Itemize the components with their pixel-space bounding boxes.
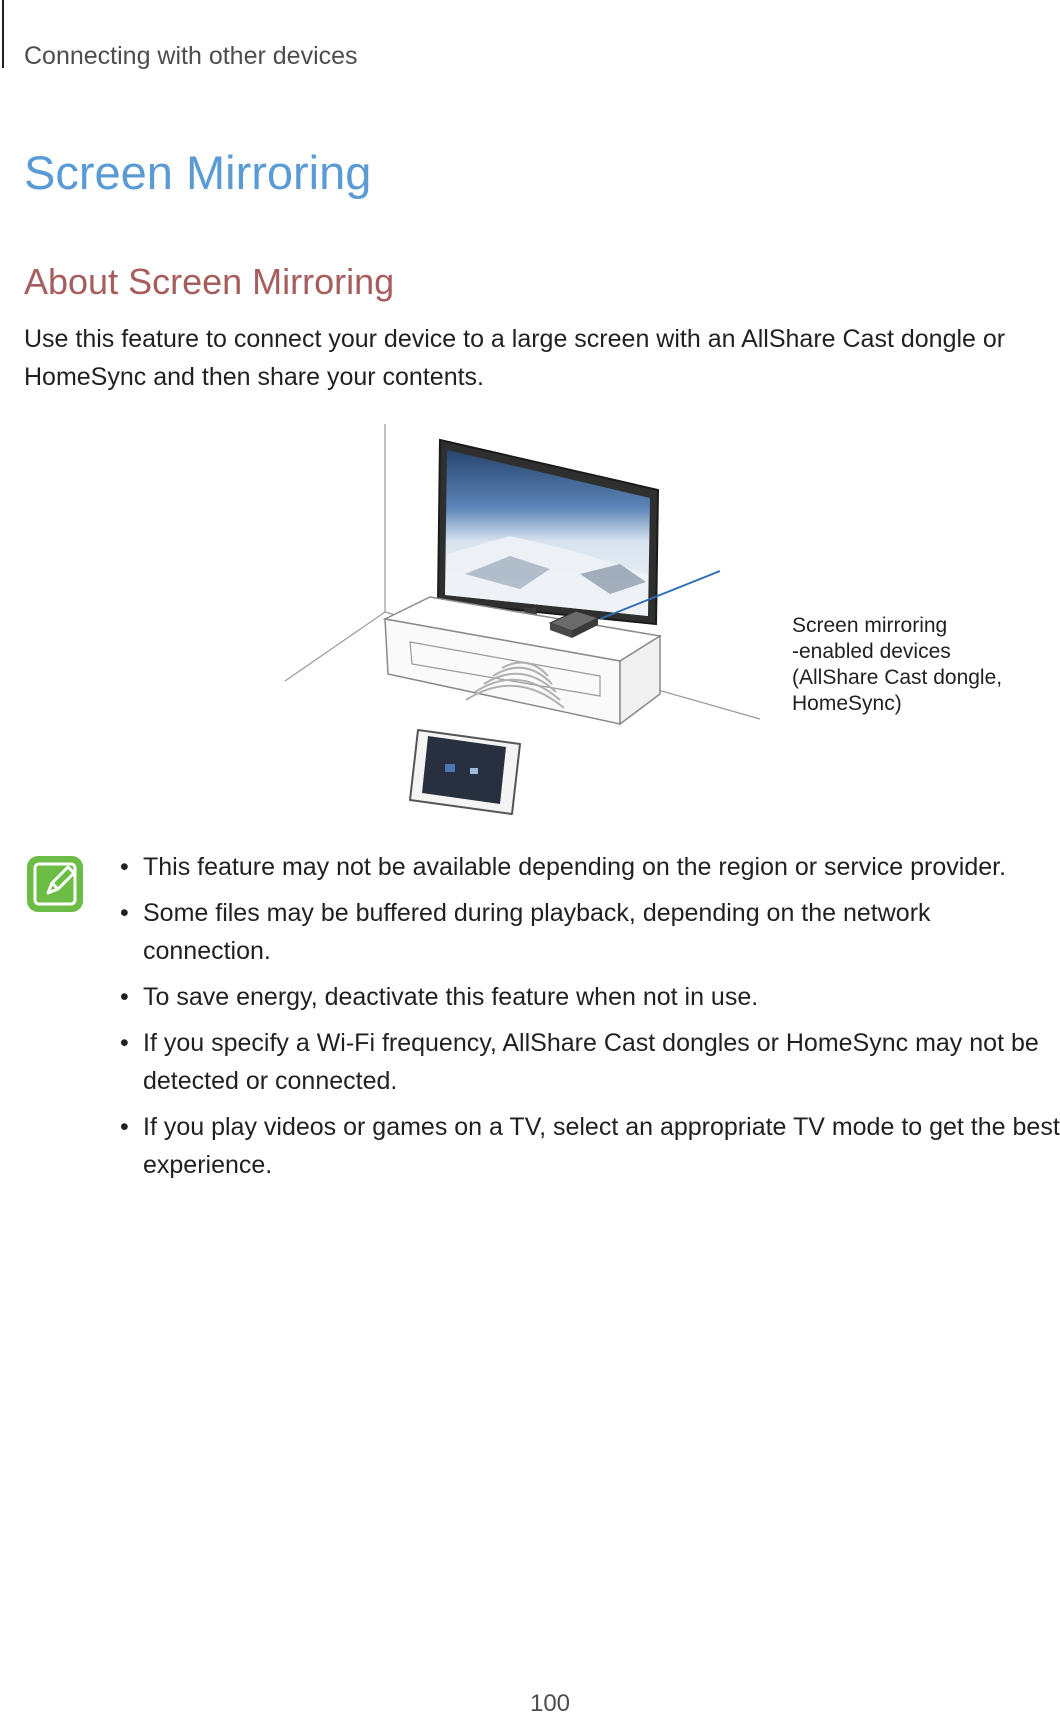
bullet: • — [120, 1029, 129, 1057]
callout-line-2: -enabled devices — [792, 640, 951, 663]
bullet: • — [120, 1113, 129, 1141]
callout-line-4: HomeSync) — [792, 692, 902, 715]
list-item — [120, 978, 1060, 1016]
section-subtitle: About Screen Mirroring — [24, 261, 395, 302]
bullet: • — [120, 853, 129, 881]
note-text: To save energy, deactivate this feature when not in use. — [143, 983, 759, 1011]
callout-line-1: Screen mirroring — [792, 614, 948, 637]
header-rule — [2, 0, 4, 68]
callout-line-3: (AllShare Cast dongle, — [792, 666, 1003, 689]
intro-paragraph: Use this feature to connect your device to a large screen with an AllShare Cast dongle or HomeSync and then share your contents. — [24, 325, 1006, 391]
list-item — [120, 848, 1060, 886]
pencil-note-icon — [26, 855, 84, 913]
note-text: If you specify a Wi-Fi frequency, AllShare Cast dongles or HomeSync may not be detected or connected. — [143, 1029, 1039, 1095]
note-text: This feature may not be available depending on the region or service provider. — [143, 853, 1007, 881]
page-number: 100 — [529, 1690, 571, 1717]
note-text: If you play videos or games on a TV, select an appropriate TV mode to get the best experience. — [143, 1113, 1060, 1179]
bullet: • — [120, 983, 129, 1011]
note-text: Some files may be buffered during playback, depending on the network connection. — [143, 899, 931, 965]
bullet: • — [120, 899, 129, 927]
notes-list — [120, 848, 1060, 1192]
list-item — [120, 894, 1060, 970]
page-title: Screen Mirroring — [24, 146, 372, 199]
figure-callout — [792, 613, 1002, 717]
phone-icon — [410, 730, 520, 814]
list-item — [120, 1108, 1060, 1184]
section-header: Connecting with other devices — [24, 42, 358, 70]
list-item — [120, 1024, 1060, 1100]
